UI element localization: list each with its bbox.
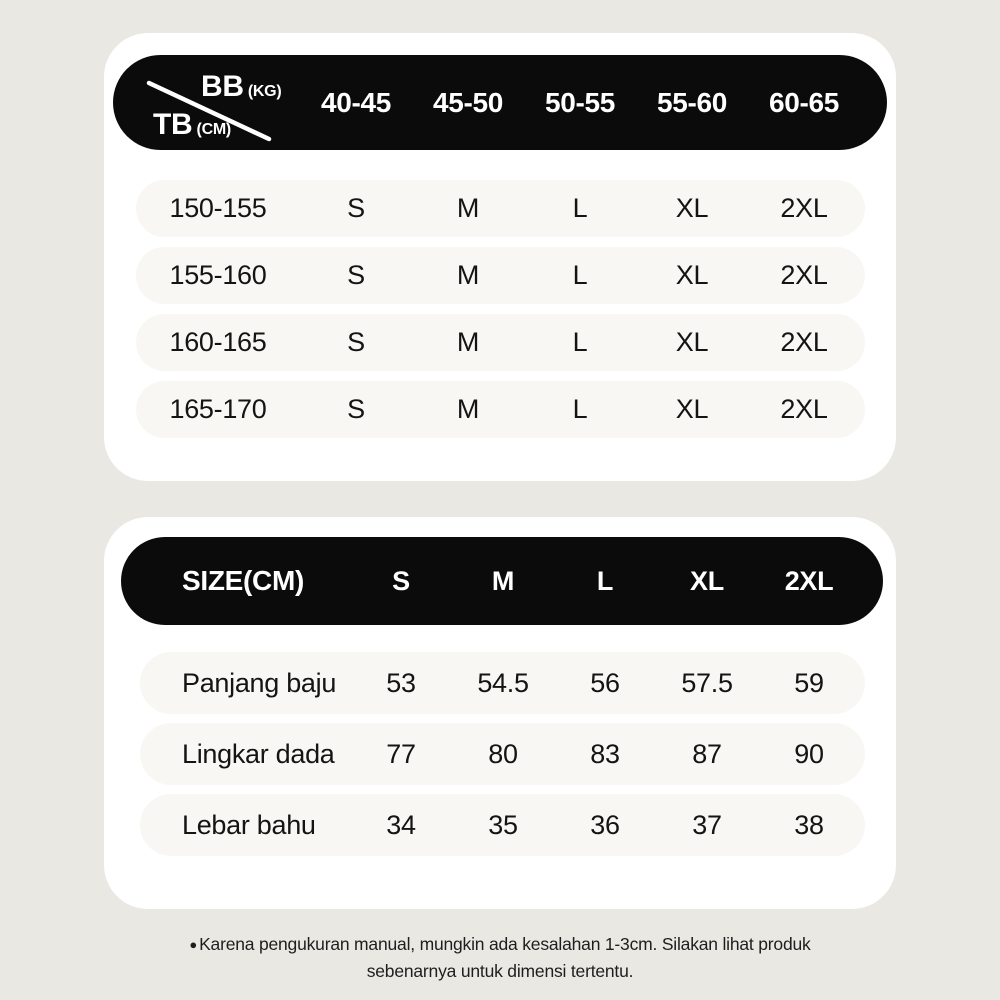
size-guide-rows <box>136 180 865 448</box>
measurement-cell: 35 <box>488 809 518 840</box>
footnote-text: Karena pengukuran manual, mungkin ada kesalahan 1-3cm. Silakan lihat produk sebenarnya untuk dimensi tertentu. <box>199 934 811 981</box>
size-column-headers <box>350 566 860 597</box>
measurement-cell: 80 <box>488 738 518 769</box>
size-column-header: L <box>596 565 614 596</box>
size-cells <box>300 327 860 358</box>
weight-column-header: 40-45 <box>320 86 392 118</box>
size-cell: M <box>456 327 480 357</box>
weight-column-header: 50-55 <box>544 86 616 118</box>
measurement-header <box>121 537 883 625</box>
measurement-label: Panjang baju <box>182 667 337 698</box>
size-cell: 2XL <box>780 394 828 424</box>
size-column-header: S <box>392 565 410 596</box>
height-axis-label <box>153 108 231 142</box>
height-axis-abbr: TB <box>153 108 193 141</box>
size-cell: XL <box>675 394 709 424</box>
size-cell: L <box>572 193 588 223</box>
size-cell: M <box>456 193 480 223</box>
height-axis-unit: (CM) <box>196 121 231 138</box>
size-guide-card <box>104 33 896 481</box>
table-row <box>140 794 865 856</box>
size-cell: 2XL <box>780 260 828 290</box>
weight-axis-label <box>201 70 281 104</box>
measurement-cell: 54.5 <box>477 667 529 698</box>
size-cell: L <box>572 327 588 357</box>
measurement-rows <box>140 652 865 865</box>
measurement-cell: 57.5 <box>681 667 733 698</box>
size-cell: XL <box>675 193 709 223</box>
measurement-card <box>104 517 896 909</box>
footnote-text-wrap <box>160 931 840 984</box>
weight-axis-unit: (KG) <box>247 83 282 100</box>
size-cell: 2XL <box>780 193 828 223</box>
table-row <box>136 247 865 304</box>
table-row <box>136 381 865 438</box>
size-cell: XL <box>675 327 709 357</box>
weight-column-headers <box>300 87 860 119</box>
measurement-cells <box>350 739 860 770</box>
table-row <box>140 723 865 785</box>
table-row <box>140 652 865 714</box>
measurement-cell: 90 <box>794 738 824 769</box>
size-column-header: XL <box>690 565 724 596</box>
measurement-cell: 77 <box>386 738 416 769</box>
height-range-label: 150-155 <box>169 193 267 223</box>
height-range-label: 165-170 <box>169 394 267 424</box>
measurement-cell: 37 <box>692 809 722 840</box>
size-cell: XL <box>675 260 709 290</box>
weight-column-header: 55-60 <box>656 86 728 118</box>
height-range-label: 160-165 <box>169 327 267 357</box>
measurement-label: Lingkar dada <box>182 738 335 769</box>
size-cell: S <box>347 260 365 290</box>
size-cell: 2XL <box>780 327 828 357</box>
footnote <box>0 931 1000 984</box>
measurement-cells <box>350 810 860 841</box>
size-cells <box>300 193 860 224</box>
measurement-cell: 56 <box>590 667 620 698</box>
size-column-header: 2XL <box>784 565 834 596</box>
height-range-label: 155-160 <box>169 260 267 290</box>
size-column-header: M <box>491 565 515 596</box>
size-cell: S <box>347 193 365 223</box>
measurement-cell: 87 <box>692 738 722 769</box>
size-cells <box>300 260 860 291</box>
bullet-icon: ● <box>189 937 198 952</box>
measurement-label: Lebar bahu <box>182 809 316 840</box>
measurement-cell: 59 <box>794 667 824 698</box>
size-guide-header <box>113 55 887 150</box>
size-cell: L <box>572 260 588 290</box>
size-cells <box>300 394 860 425</box>
size-cell: L <box>572 394 588 424</box>
size-cell: M <box>456 394 480 424</box>
measurement-cell: 38 <box>794 809 824 840</box>
measurement-cell: 83 <box>590 738 620 769</box>
size-cell: M <box>456 260 480 290</box>
measurement-cell: 36 <box>590 809 620 840</box>
header-corner-cell <box>113 55 300 150</box>
measurement-cells <box>350 668 860 699</box>
measurement-cell: 34 <box>386 809 416 840</box>
weight-column-header: 45-50 <box>432 86 504 118</box>
table-row <box>136 314 865 371</box>
size-cell: S <box>347 394 365 424</box>
size-cell: S <box>347 327 365 357</box>
table-row <box>136 180 865 237</box>
weight-axis-abbr: BB <box>201 70 244 103</box>
weight-column-header: 60-65 <box>768 86 840 118</box>
size-cm-label: SIZE(CM) <box>182 565 305 596</box>
measurement-cell: 53 <box>386 667 416 698</box>
